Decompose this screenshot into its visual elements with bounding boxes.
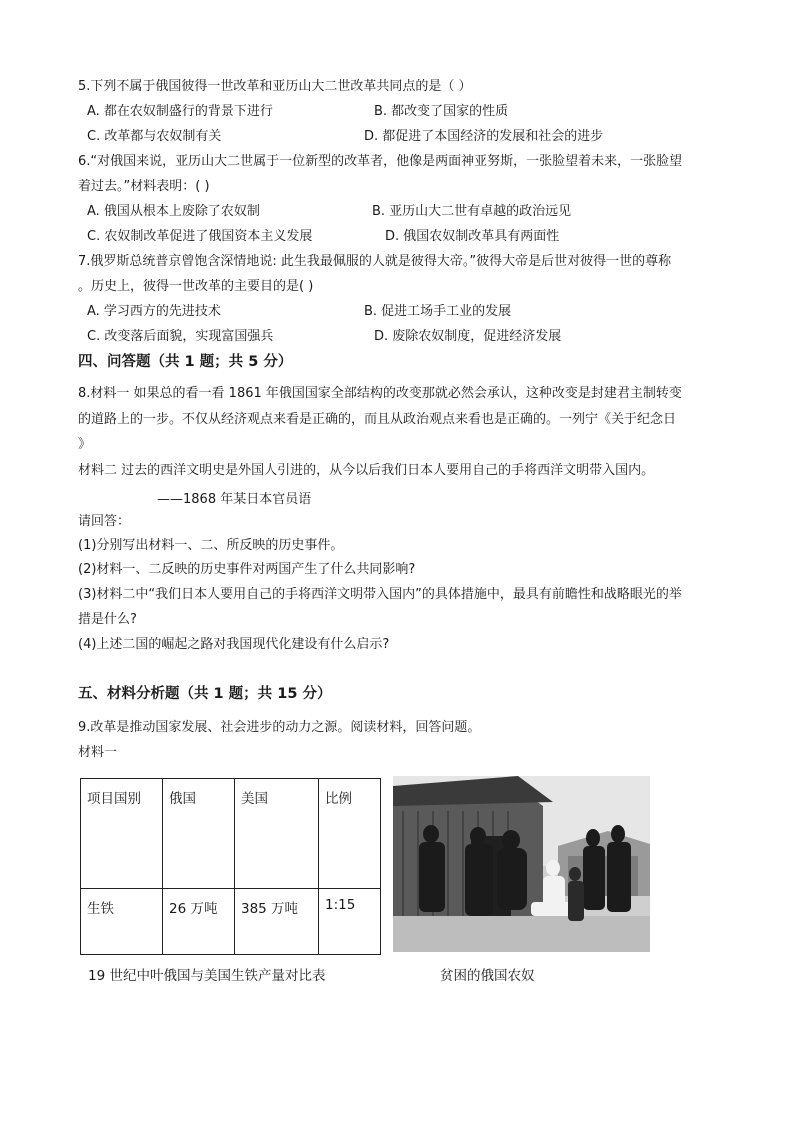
q7-option-d: D. 废除农奴制度，促进经济发展	[374, 329, 562, 344]
q7-option-b: B. 促进工场手工业的发展	[364, 304, 512, 319]
table-cell: 26 万吨	[163, 889, 235, 955]
q8-part3-line2: 措是什么?	[78, 612, 137, 627]
q8-material1-line3: 》	[78, 437, 92, 452]
section-4-title: 四、问答题（共 1 题；共 5 分）	[78, 354, 293, 370]
photo-caption: 贫困的俄国农奴	[440, 968, 535, 984]
serfs-photo	[393, 776, 650, 952]
table-cell: 1:15	[319, 889, 381, 955]
table-header-cell: 俄国	[163, 779, 235, 889]
q9-material-label: 材料一	[78, 745, 118, 760]
q5-stem: 5.下列不属于俄国彼得一世改革和亚历山大二世改革共同点的是（ ）	[78, 79, 472, 94]
q6-option-c: C. 农奴制改革促进了俄国资本主义发展	[87, 229, 313, 244]
q5-option-c: C. 改革都与农奴制有关	[87, 129, 222, 144]
q6-option-b: B. 亚历山大二世有卓越的政治远见	[372, 204, 572, 219]
iron-output-table	[80, 778, 381, 955]
q9-stem: 9.改革是推动国家发展、社会进步的动力之源。阅读材料，回答问题。	[78, 720, 481, 735]
q7-option-c: C. 改变落后面貌，实现富国强兵	[87, 329, 274, 344]
table-caption: 19 世纪中叶俄国与美国生铁产量对比表	[88, 968, 326, 984]
table-row	[81, 889, 381, 955]
q8-material2-line1: 材料二 过去的西洋文明史是外国人引进的，从今以后我们日本人要用自己的手将西洋文明带入国内。	[78, 463, 655, 478]
q6-option-a: A. 俄国从根本上废除了农奴制	[87, 204, 260, 219]
q6-option-d: D. 俄国农奴制改革具有两面性	[385, 229, 560, 244]
q7-option-a: A. 学习西方的先进技术	[87, 304, 221, 319]
q7-stem-line1: 7.俄罗斯总统普京曾饱含深情地说: 此生我最佩服的人就是彼得大帝。”彼得大帝是后世对彼得一世的尊称	[78, 254, 672, 269]
q8-part3-line1: (3)材料二中“我们日本人要用自己的手将西洋文明带入国内”的具体措施中，最具有前瞻性和战略眼光的举	[78, 587, 682, 602]
q5-option-a: A. 都在农奴制盛行的背景下进行	[87, 104, 273, 119]
section-5-title: 五、材料分析题（共 1 题；共 15 分）	[78, 686, 332, 702]
q8-material1-line1: 8.材料一 如果总的看一看 1861 年俄国国家全部结构的改变那就必然会承认，这种改变是封建君主制转变	[78, 386, 682, 401]
q5-option-d: D. 都促进了本国经济的发展和社会的进步	[364, 129, 604, 144]
q8-material1-line2: 的道路上的一步。不仅从经济观点来看是正确的，而且从政治观点来看也是正确的。一列宁《关于纪念日	[78, 412, 677, 427]
q8-material2-citation: ——1868 年某日本官员语	[157, 492, 312, 507]
table-header-cell: 项目国别	[81, 779, 163, 889]
table-cell: 385 万吨	[235, 889, 319, 955]
q8-part1: (1)分别写出材料一、二、所反映的历史事件。	[78, 538, 344, 553]
q8-part4: (4)上述二国的崛起之路对我国现代化建设有什么启示?	[78, 637, 390, 652]
table-header-cell: 美国	[235, 779, 319, 889]
table-header-cell: 比例	[319, 779, 381, 889]
table-header-row	[81, 779, 381, 889]
q7-stem-line2: 。历史上，彼得一世改革的主要目的是( )	[78, 279, 314, 294]
q5-option-b: B. 都改变了国家的性质	[374, 104, 509, 119]
q8-ask-label: 请回答：	[78, 514, 131, 529]
q6-stem-line2: 着过去。”材料表明：( )	[78, 179, 210, 194]
q8-part2: (2)材料一、二反映的历史事件对两国产生了什么共同影响?	[78, 562, 416, 577]
q6-stem-line1: 6.“对俄国来说，亚历山大二世属于一位新型的改革者，他像是两面神亚努斯，一张脸望着未来，一张脸望	[78, 154, 683, 169]
table-cell: 生铁	[81, 889, 163, 955]
